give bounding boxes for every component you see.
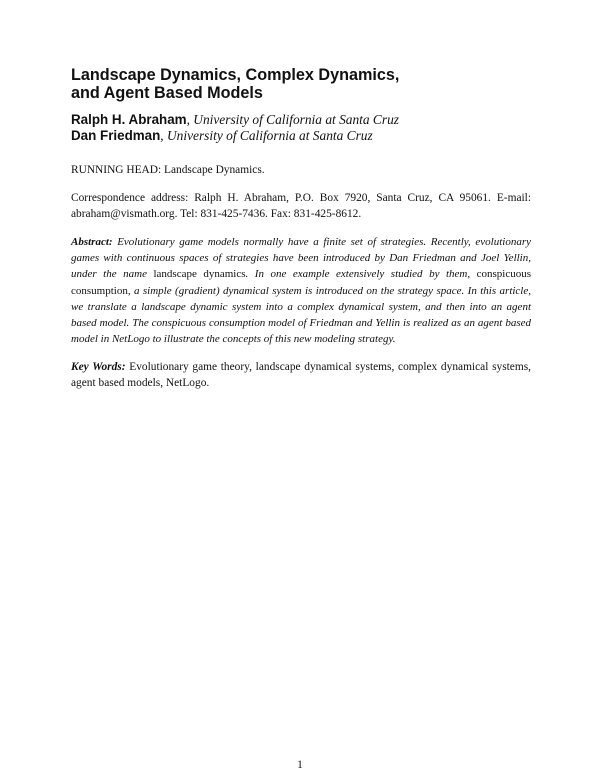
- author-1-name: Ralph H. Abraham: [71, 112, 187, 127]
- author-2-name: Dan Friedman: [71, 128, 161, 143]
- abstract-text-5: , a simple (gradient) dynamical system is introduced on the strategy space. In this article, we translate a landscape dynamic system into a complex dynamical system, and then into an agent based model. The conspicuous consumption model of Friedman and Yellin is realized as an agent based model in NetLogo to illustrate the concepts of this new modeling strategy.: [71, 284, 531, 346]
- running-head: RUNNING HEAD: Landscape Dynamics.: [71, 164, 265, 176]
- key-words-text: Evolutionary game theory, landscape dynamical systems, complex dynamical systems, agent based models, NetLogo.: [71, 361, 531, 390]
- page-number: 1: [297, 759, 303, 771]
- abstract: [71, 234, 531, 347]
- abstract-text-1: Evolutionary game models normally have a finite set of strategies. Recently, evolutionary games with continuous spaces of strategies have been introduced by Dan Friedman and Joel Yellin, under the name: [71, 236, 532, 281]
- paper-title: [71, 66, 531, 102]
- correspondence-address: Correspondence address: Ralph H. Abraham, P.O. Box 7920, Santa Cruz, CA 95061. E-mail: abraham@vismath.org. Tel: 831-425-7436. Fax: 831-425-8612.: [71, 192, 531, 220]
- author-1: Ralph H. Abraham, University of California at Santa Cruz: [71, 112, 399, 127]
- key-words: [71, 359, 531, 391]
- author-2: Dan Friedman, University of California at Santa Cruz: [71, 128, 373, 143]
- author-list: [71, 112, 531, 144]
- author-1-affiliation: University of California at Santa Cruz: [193, 112, 399, 127]
- author-2-affiliation: University of California at Santa Cruz: [167, 128, 373, 143]
- abstract-term-consumption: conspicuous consumption: [71, 268, 532, 297]
- key-words-label: Key Words:: [71, 361, 126, 374]
- title-line-2: and Agent Based Models: [71, 84, 263, 102]
- abstract-term-landscape: landscape dynamics: [153, 268, 246, 281]
- title-line-1: Landscape Dynamics, Complex Dynamics,: [71, 66, 400, 84]
- paper-page: [71, 66, 531, 403]
- abstract-text-3: . In one example extensively studied by them,: [245, 268, 471, 281]
- abstract-label: Abstract:: [71, 236, 113, 248]
